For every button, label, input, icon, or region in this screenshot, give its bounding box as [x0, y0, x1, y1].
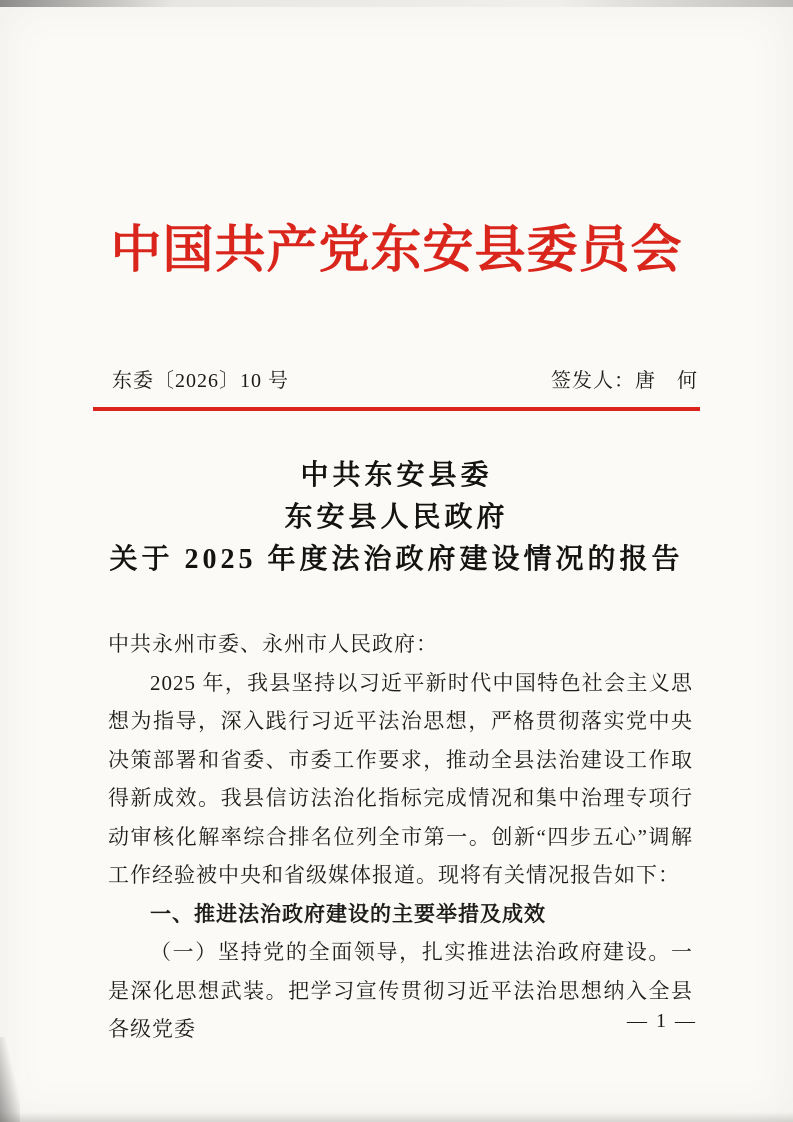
red-divider-line — [93, 407, 700, 411]
doc-number: 东委〔2026〕10 号 — [112, 370, 289, 392]
document-title — [0, 455, 793, 581]
section-heading-1: 一、推进法治政府建设的主要举措及成效 — [150, 901, 546, 926]
document-title-line2: 东安县人民政府 — [284, 502, 509, 533]
document-title-line3: 关于 2025 年度法治政府建设情况的报告 — [109, 544, 684, 575]
document-title-line1: 中共东安县委 — [300, 460, 493, 491]
scan-artifact-bottom-edge — [0, 1112, 793, 1122]
scan-artifact-bottom-left-corner — [0, 1037, 20, 1122]
issuer-name: 签发人：唐 何 — [551, 370, 698, 392]
page-number: — 1 — — [627, 1010, 697, 1032]
doc-number-row — [112, 364, 698, 393]
body-paragraph-1: 2025 年，我县坚持以习近平新时代中国特色社会主义思想为指导，深入践行习近平法治思想，严格贯彻落实党中央决策部署和省委、市委工作要求，推动全县法治建设工作取得新成效。我县信访法治化指标完成情况和集中治理专项行动审核化解率综合排名位列全市第一。创新“四步五心”调解工作经验被中央和省级媒体报道。现将有关情况报告如下： — [108, 670, 693, 887]
scan-artifact-top-edge — [0, 0, 793, 7]
body-paragraph-2: （一）坚持党的全面领导，扎实推进法治政府建设。一是深化思想武装。把学习宣传贯彻习近平法治思想纳入全县各级党委 — [108, 940, 693, 1041]
salutation-line: 中共永州市委、永州市人民政府： — [108, 632, 438, 656]
org-title: 中国共产党东安县委员会 — [110, 223, 683, 279]
document-body — [108, 625, 693, 1049]
